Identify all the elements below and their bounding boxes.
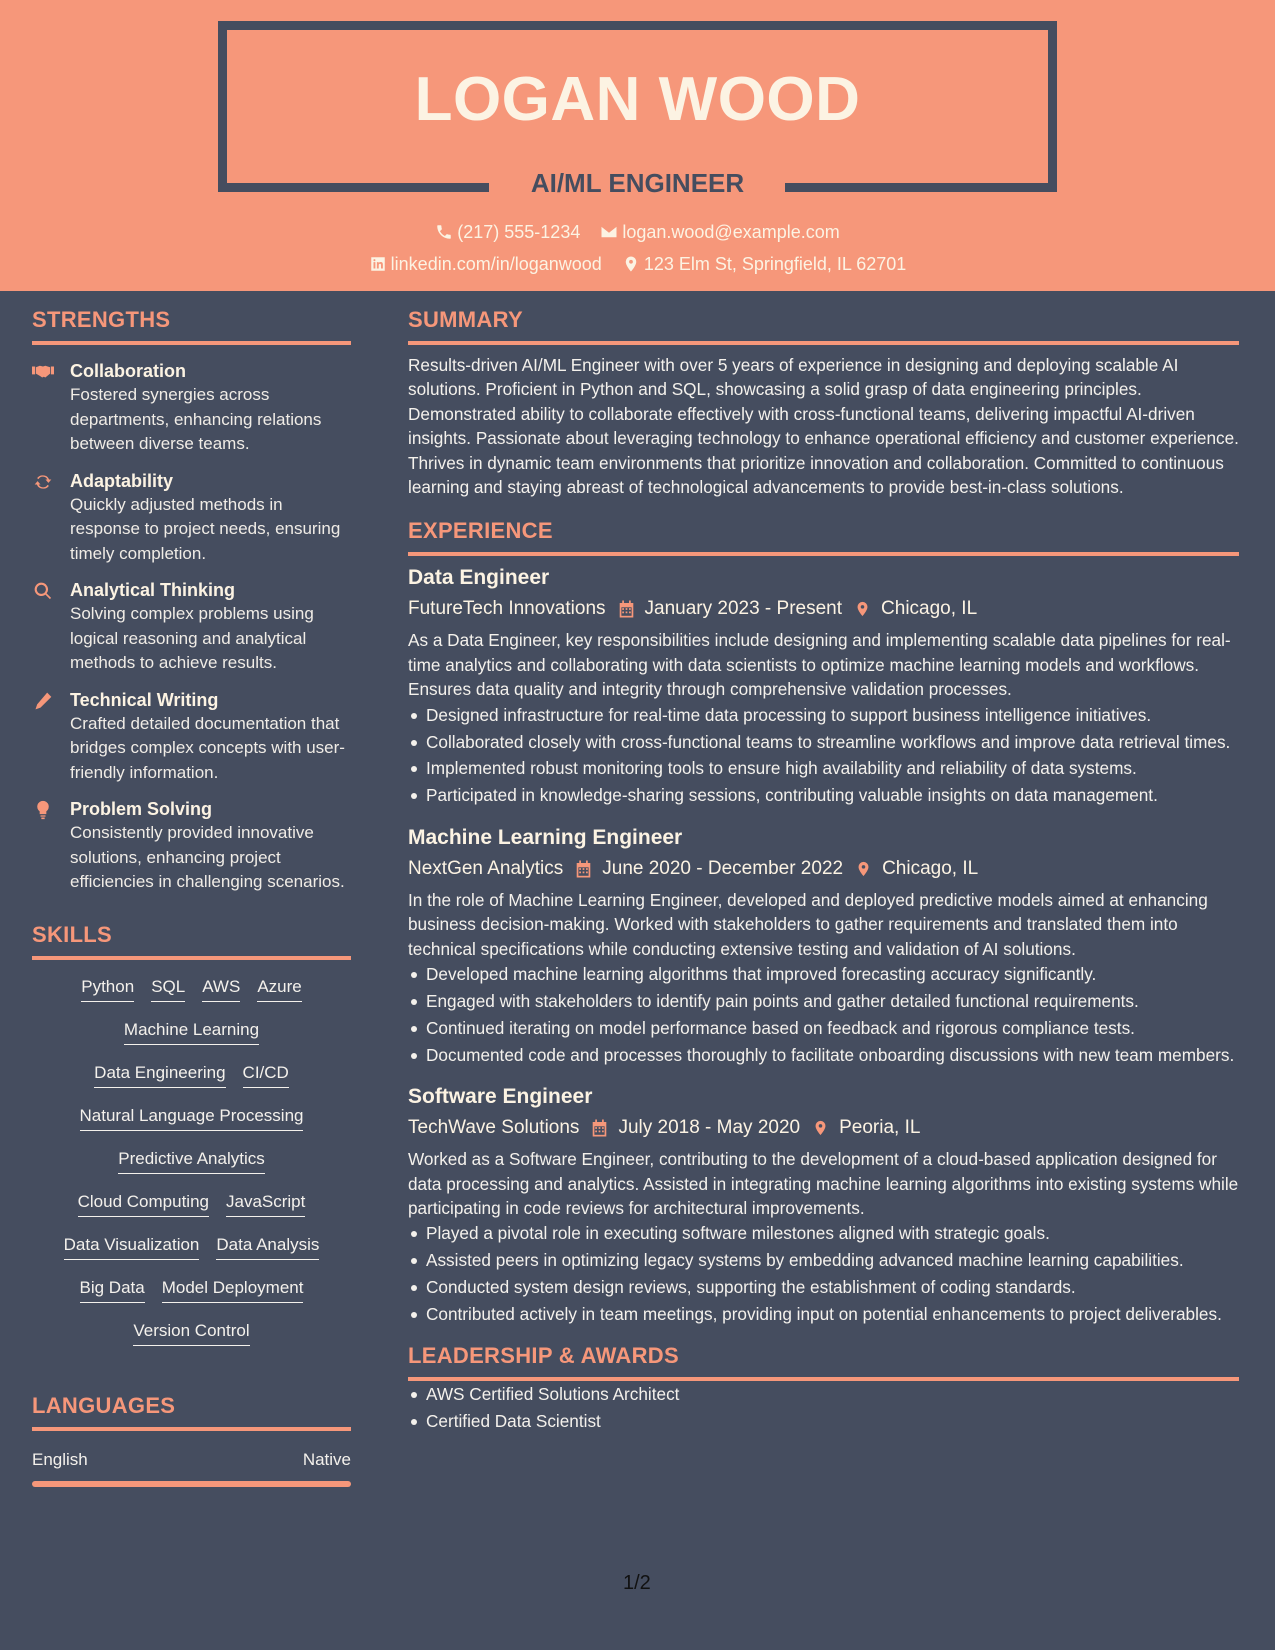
- summary-text: Results-driven AI/ML Engineer with over 5 years of experience in designing and deploying scalable AI solutions. Proficient in Python and SQL, showcasing a solid grasp of data engineering principles. Demonstrated ability to collaborate effectively with cross-functional teams, delivering impactful AI-driven insights. Passionate about leveraging technology to enhance operational efficiency and customer experience. Thrives in dynamic team environments that prioritize innovation and collaboration. Committed to continuous learning and staying abreast of technological advancements to provide best-in-class solutions.: [408, 355, 1239, 498]
- job-title: AI/ML ENGINEER: [530, 168, 745, 198]
- left-column: [32, 306, 351, 1487]
- summary-heading: SUMMARY: [408, 306, 1239, 345]
- experience-heading: EXPERIENCE: [408, 517, 1239, 556]
- awards-list: [408, 1382, 1239, 1433]
- skill-tag: JavaScript: [226, 1191, 305, 1217]
- map-marker-icon: [622, 255, 640, 273]
- list-item: Contributed actively in team meetings, providing input on potential enhancements to project deliverables.: [408, 1302, 1239, 1326]
- header: [0, 0, 1275, 291]
- job-company: FutureTech Innovations: [408, 598, 606, 620]
- job-role: Data Engineer: [408, 566, 550, 590]
- page-number: 1/2: [623, 1572, 651, 1594]
- job-dates: June 2020 - December 2022: [602, 857, 844, 879]
- list-item: Documented code and processes thoroughly to facilitate onboarding discussions with new team members.: [408, 1043, 1239, 1067]
- job-company: TechWave Solutions: [408, 1117, 580, 1139]
- job-dates: January 2023 - Present: [644, 598, 843, 620]
- skill-tag: Data Engineering: [94, 1062, 225, 1088]
- strength-item: Problem Solving Consistently provided innovative solutions, enhancing project efficiencies in challenging scenarios.: [32, 797, 351, 895]
- awards-heading: LEADERSHIP & AWARDS: [408, 1342, 1239, 1381]
- job-description: Worked as a Software Engineer, contributing to the development of a cloud-based application designed for data processing and analytics. Assisted in integrating machine learning algorithms into existing systems while participating in code reviews for architectural improvements.: [408, 1149, 1239, 1218]
- skill-tag: CI/CD: [243, 1062, 289, 1088]
- calendar-icon: [618, 599, 635, 619]
- job-description: As a Data Engineer, key responsibilities include designing and implementing scalable data pipelines for real-time analytics and collaborating with data scientists to optimize machine learning models and workflows. Ensures data quality and integrity through comprehensive validation processes.: [408, 630, 1231, 700]
- list-item: Assisted peers in optimizing legacy systems by embedding advanced machine learning capabilities.: [408, 1248, 1239, 1272]
- calendar-icon: [575, 859, 592, 879]
- job-location: Peoria, IL: [839, 1117, 921, 1139]
- job-location: Chicago, IL: [881, 598, 978, 620]
- list-item: Collaborated closely with cross-functional teams to streamline workflows and improve data retrieval times.: [408, 730, 1239, 754]
- job-entry: [408, 564, 1239, 807]
- strength-item: Technical Writing Crafted detailed documentation that bridges complex concepts with user-friendly information.: [32, 688, 351, 786]
- map-marker-icon: [855, 859, 872, 879]
- job-role: Software Engineer: [408, 1085, 593, 1109]
- contact-email[interactable]: logan.wood@example.com: [600, 220, 839, 244]
- list-item: Conducted system design reviews, supporting the establishment of coding standards.: [408, 1275, 1239, 1299]
- contact-row: [0, 220, 1275, 244]
- skill-tag: Natural Language Processing: [80, 1105, 304, 1131]
- list-item: Played a pivotal role in executing software milestones aligned with strategic goals.: [408, 1221, 1239, 1245]
- strength-item: Collaboration Fostered synergies across departments, enhancing relations between diverse teams.: [32, 359, 351, 457]
- skills-list: [32, 976, 351, 1346]
- job-dates: July 2018 - May 2020: [618, 1117, 801, 1139]
- list-item: Continued iterating on model performance based on feedback and rigorous compliance tests.: [408, 1016, 1239, 1040]
- job-bullets: [408, 703, 1239, 808]
- list-item: AWS Certified Solutions Architect: [408, 1382, 1239, 1406]
- linkedin-icon: [369, 255, 387, 273]
- strength-item: Adaptability Quickly adjusted methods in response to project needs, ensuring timely completion.: [32, 469, 351, 567]
- skill-tag: Data Analysis: [216, 1234, 319, 1260]
- sync-icon: [32, 472, 54, 492]
- job-location: Chicago, IL: [882, 857, 979, 879]
- phone-icon: [435, 223, 453, 241]
- job-bullets: [408, 1221, 1239, 1326]
- right-column: [408, 306, 1239, 1436]
- skill-tag: Machine Learning: [124, 1019, 259, 1045]
- skills-heading: SKILLS: [32, 921, 351, 960]
- pencil-icon: [32, 691, 54, 711]
- job-company: NextGen Analytics: [408, 857, 564, 879]
- languages-heading: LANGUAGES: [32, 1392, 351, 1431]
- contact-linkedin[interactable]: linkedin.com/in/loganwood: [369, 252, 602, 276]
- list-item: Developed machine learning algorithms that improved forecasting accuracy significantly.: [408, 962, 1239, 986]
- envelope-icon: [600, 223, 618, 241]
- handshake-icon: [32, 362, 54, 382]
- language-level: Native: [302, 1449, 351, 1469]
- skill-tag: Python: [81, 976, 134, 1002]
- job-role: Machine Learning Engineer: [408, 825, 683, 849]
- list-item: Participated in knowledge-sharing sessions, contributing valuable insights on data management.: [408, 783, 1239, 807]
- list-item: Designed infrastructure for real-time data processing to support business intelligence initiatives.: [408, 703, 1239, 727]
- job-entry: [408, 1083, 1239, 1326]
- map-marker-icon: [854, 599, 871, 619]
- lightbulb-icon: [32, 800, 54, 820]
- map-marker-icon: [812, 1118, 829, 1138]
- skill-tag: AWS: [202, 976, 240, 1002]
- candidate-name: LOGAN WOOD: [414, 65, 861, 134]
- calendar-icon: [591, 1118, 608, 1138]
- strengths-list: [32, 359, 351, 895]
- language-name: English: [32, 1449, 88, 1469]
- language-item: [32, 1449, 351, 1471]
- contact-row: [0, 252, 1275, 276]
- list-item: Implemented robust monitoring tools to ensure high availability and reliability of data systems.: [408, 756, 1239, 780]
- skill-tag: Data Visualization: [64, 1234, 200, 1260]
- strengths-heading: STRENGTHS: [32, 306, 351, 345]
- list-item: Engaged with stakeholders to identify pain points and gather detailed functional requirements.: [408, 989, 1239, 1013]
- contact-address: 123 Elm St, Springfield, IL 62701: [622, 252, 907, 276]
- search-icon: [32, 581, 54, 601]
- skill-tag: SQL: [151, 976, 185, 1002]
- job-bullets: [408, 962, 1239, 1067]
- skill-tag: Predictive Analytics: [118, 1148, 264, 1174]
- skill-tag: Big Data: [80, 1277, 145, 1303]
- job-description: In the role of Machine Learning Engineer, developed and deployed predictive models aimed at enhancing business decision-making. Worked with stakeholders to gather requirements and translated them into technical specifications while conducting extensive testing and validation of AI solutions.: [408, 889, 1208, 959]
- strength-item: Analytical Thinking Solving complex problems using logical reasoning and analytical methods to achieve results.: [32, 578, 351, 676]
- skill-tag: Version Control: [133, 1320, 249, 1346]
- skill-tag: Azure: [257, 976, 301, 1002]
- contact-phone[interactable]: (217) 555-1234: [435, 220, 580, 244]
- skill-tag: Cloud Computing: [78, 1191, 209, 1217]
- language-proficiency-bar: [32, 1481, 351, 1487]
- list-item: Certified Data Scientist: [408, 1409, 1239, 1433]
- skill-tag: Model Deployment: [162, 1277, 304, 1303]
- job-entry: [408, 824, 1239, 1067]
